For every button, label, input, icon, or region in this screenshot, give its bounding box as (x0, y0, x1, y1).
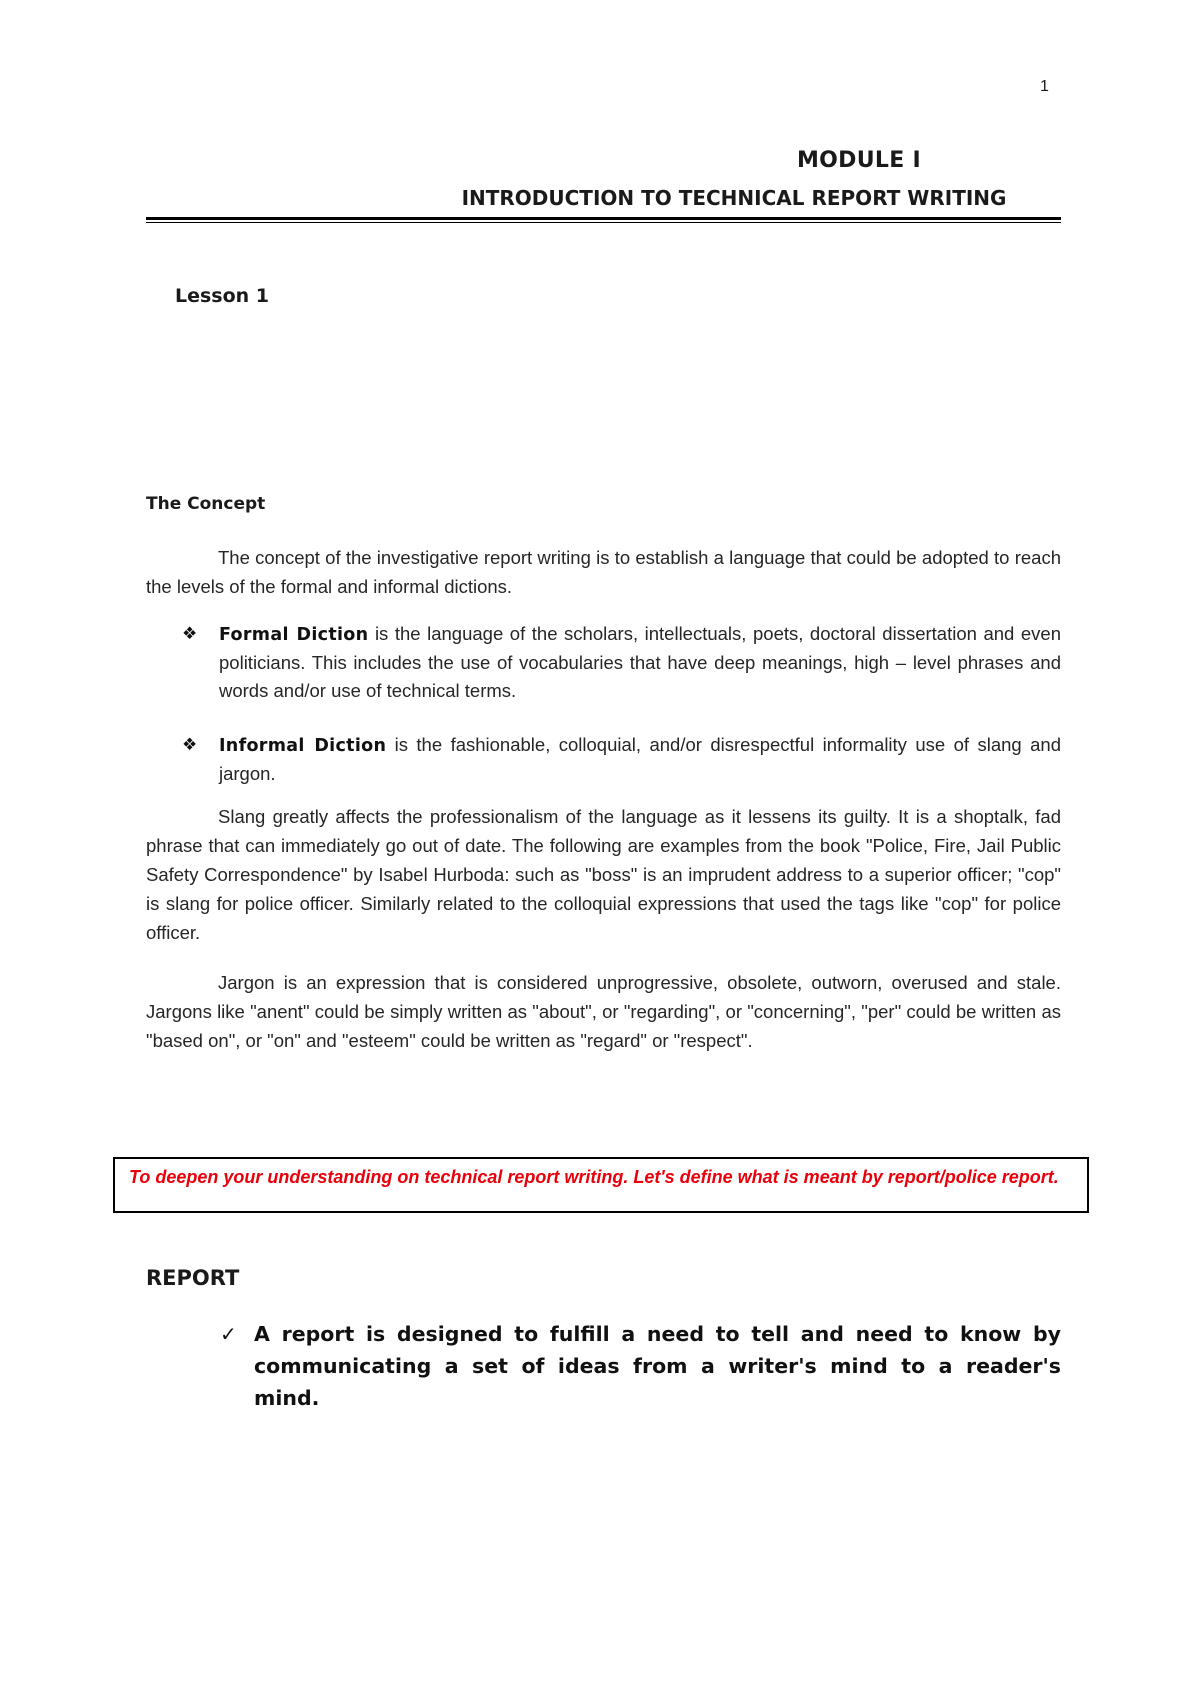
report-list-item (220, 1318, 1061, 1414)
informal-diction-bullet (182, 731, 1061, 788)
callout-box (113, 1157, 1089, 1213)
callout-text: To deepen your understanding on technical report writing. Let's define what is meant by report/police report. (129, 1167, 1059, 1187)
module-title: MODULE I (796, 148, 921, 173)
concept-heading: The Concept (146, 494, 266, 514)
check-mark-icon: ✓ (220, 1322, 237, 1346)
page-number: 1 (1040, 78, 1049, 95)
bullet-body: is the language of the scholars, intellectuals, poets, doctoral dissertation and even politicians. This includes the use of vocabularies that have deep meanings, high – level phrases and words and/or use of technical terms. (219, 623, 1061, 701)
bullet-term: Informal Diction (219, 736, 387, 756)
slang-paragraph: Slang greatly affects the professionalism of the language as it lessens its guilty. It is a shoptalk, fad phrase that can immediately go out of date. The following are examples from the book "Police, Fire, Jail Public Safety Correspondence" by Isabel Hurboda: such as "boss" is an imprudent address to a superior officer; "cop" is slang for police officer. Similarly related to the colloquial expressions that used the tags like "cop" for police officer. (146, 806, 1061, 943)
report-heading: REPORT (146, 1266, 240, 1290)
formal-diction-bullet (182, 620, 1061, 705)
module-subtitle: INTRODUCTION TO TECHNICAL REPORT WRITING (461, 186, 1007, 210)
concept-intro-paragraph: The concept of the investigative report writing is to establish a language that could be adopted to reach the levels of the formal and informal dictions. (146, 547, 1061, 597)
jargon-paragraph: Jargon is an expression that is considered unprogressive, obsolete, outworn, overused and stale. Jargons like "anent" could be simply written as "about", or "regarding", or "concerning", "per" could be written as "based on", or "on" and "esteem" could be written as "regard" or "respect". (146, 972, 1061, 1051)
bullet-text (219, 620, 1061, 705)
title-double-rule (146, 217, 1061, 223)
diamond-bullet-icon: ❖ (182, 735, 198, 754)
diamond-bullet-icon: ❖ (182, 624, 198, 643)
lesson-label: Lesson 1 (175, 285, 270, 307)
bullet-term: Formal Diction (219, 625, 369, 645)
report-item-text: A report is designed to fulfill a need to tell and need to know by communicating a set of ideas from a writer's mind to a reader's mind. (254, 1322, 1061, 1410)
bullet-body: is the fashionable, colloquial, and/or disrespectful informality use of slang and jargon. (219, 734, 1061, 784)
bullet-text (219, 731, 1061, 788)
